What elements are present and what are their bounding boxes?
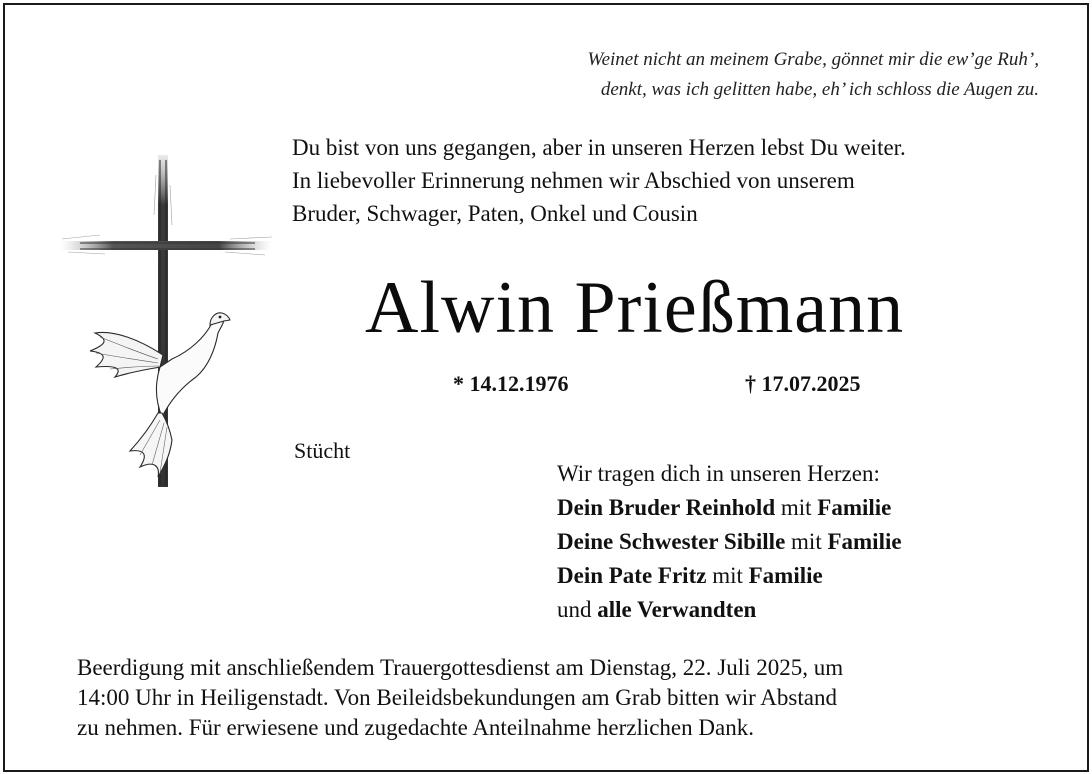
intro-text <box>292 131 906 230</box>
mourner-suffix: Familie <box>827 529 902 554</box>
mourner-row <box>557 559 902 593</box>
mourner-conj: mit <box>775 495 818 520</box>
mourner-row <box>557 491 902 525</box>
death-date: † 17.07.2025 <box>745 371 861 396</box>
intro-line-2: In liebevoller Erinnerung nehmen wir Abschied von unserem <box>292 168 855 193</box>
mourner-suffix: Familie <box>817 495 892 520</box>
poem-quote <box>587 45 1039 105</box>
birth-date: * 14.12.1976 <box>453 371 569 396</box>
mourner-conj: mit <box>706 563 749 588</box>
mourner-prefix: und <box>557 597 598 622</box>
deceased-name: Alwin Prießmann <box>365 267 905 349</box>
poem-line-2: denkt, was ich gelitten habe, eh’ ich schloss die Augen zu. <box>600 79 1039 100</box>
funeral-line-3: zu nehmen. Für erwiesene und zugedachte Anteilnahme herzlichen Dank. <box>77 715 754 740</box>
funeral-line-1: Beerdigung mit anschließendem Trauergottesdienst am Dienstag, 22. Juli 2025, um <box>77 655 844 680</box>
mourners-list <box>557 457 902 627</box>
cross-with-dove-icon <box>60 155 275 490</box>
intro-line-1: Du bist von uns gegangen, aber in unseren Herzen lebst Du weiter. <box>292 135 906 160</box>
poem-line-1: Weinet nicht an meinem Grabe, gönnet mir die ew’ge Ruh’, <box>587 49 1039 70</box>
mourner-row <box>557 525 902 559</box>
mourner-conj: mit <box>785 529 828 554</box>
mourners-lead: Wir tragen dich in unseren Herzen: <box>557 461 880 486</box>
intro-line-3: Bruder, Schwager, Paten, Onkel und Cousin <box>292 201 698 226</box>
place-name: Stücht <box>294 438 351 463</box>
mourner-row <box>557 593 902 627</box>
mourner-name: Dein Pate Fritz <box>557 563 707 588</box>
funeral-line-2: 14:00 Uhr in Heiligenstadt. Von Beileidsbekundungen am Grab bitten wir Abstand <box>77 685 837 710</box>
mourner-name: Deine Schwester Sibille <box>557 529 786 554</box>
mourner-name: Dein Bruder Reinhold <box>557 495 776 520</box>
obituary-notice <box>3 3 1089 772</box>
funeral-details <box>77 653 1047 743</box>
mourner-name: alle Verwandten <box>597 597 757 622</box>
mourner-suffix: Familie <box>748 563 823 588</box>
